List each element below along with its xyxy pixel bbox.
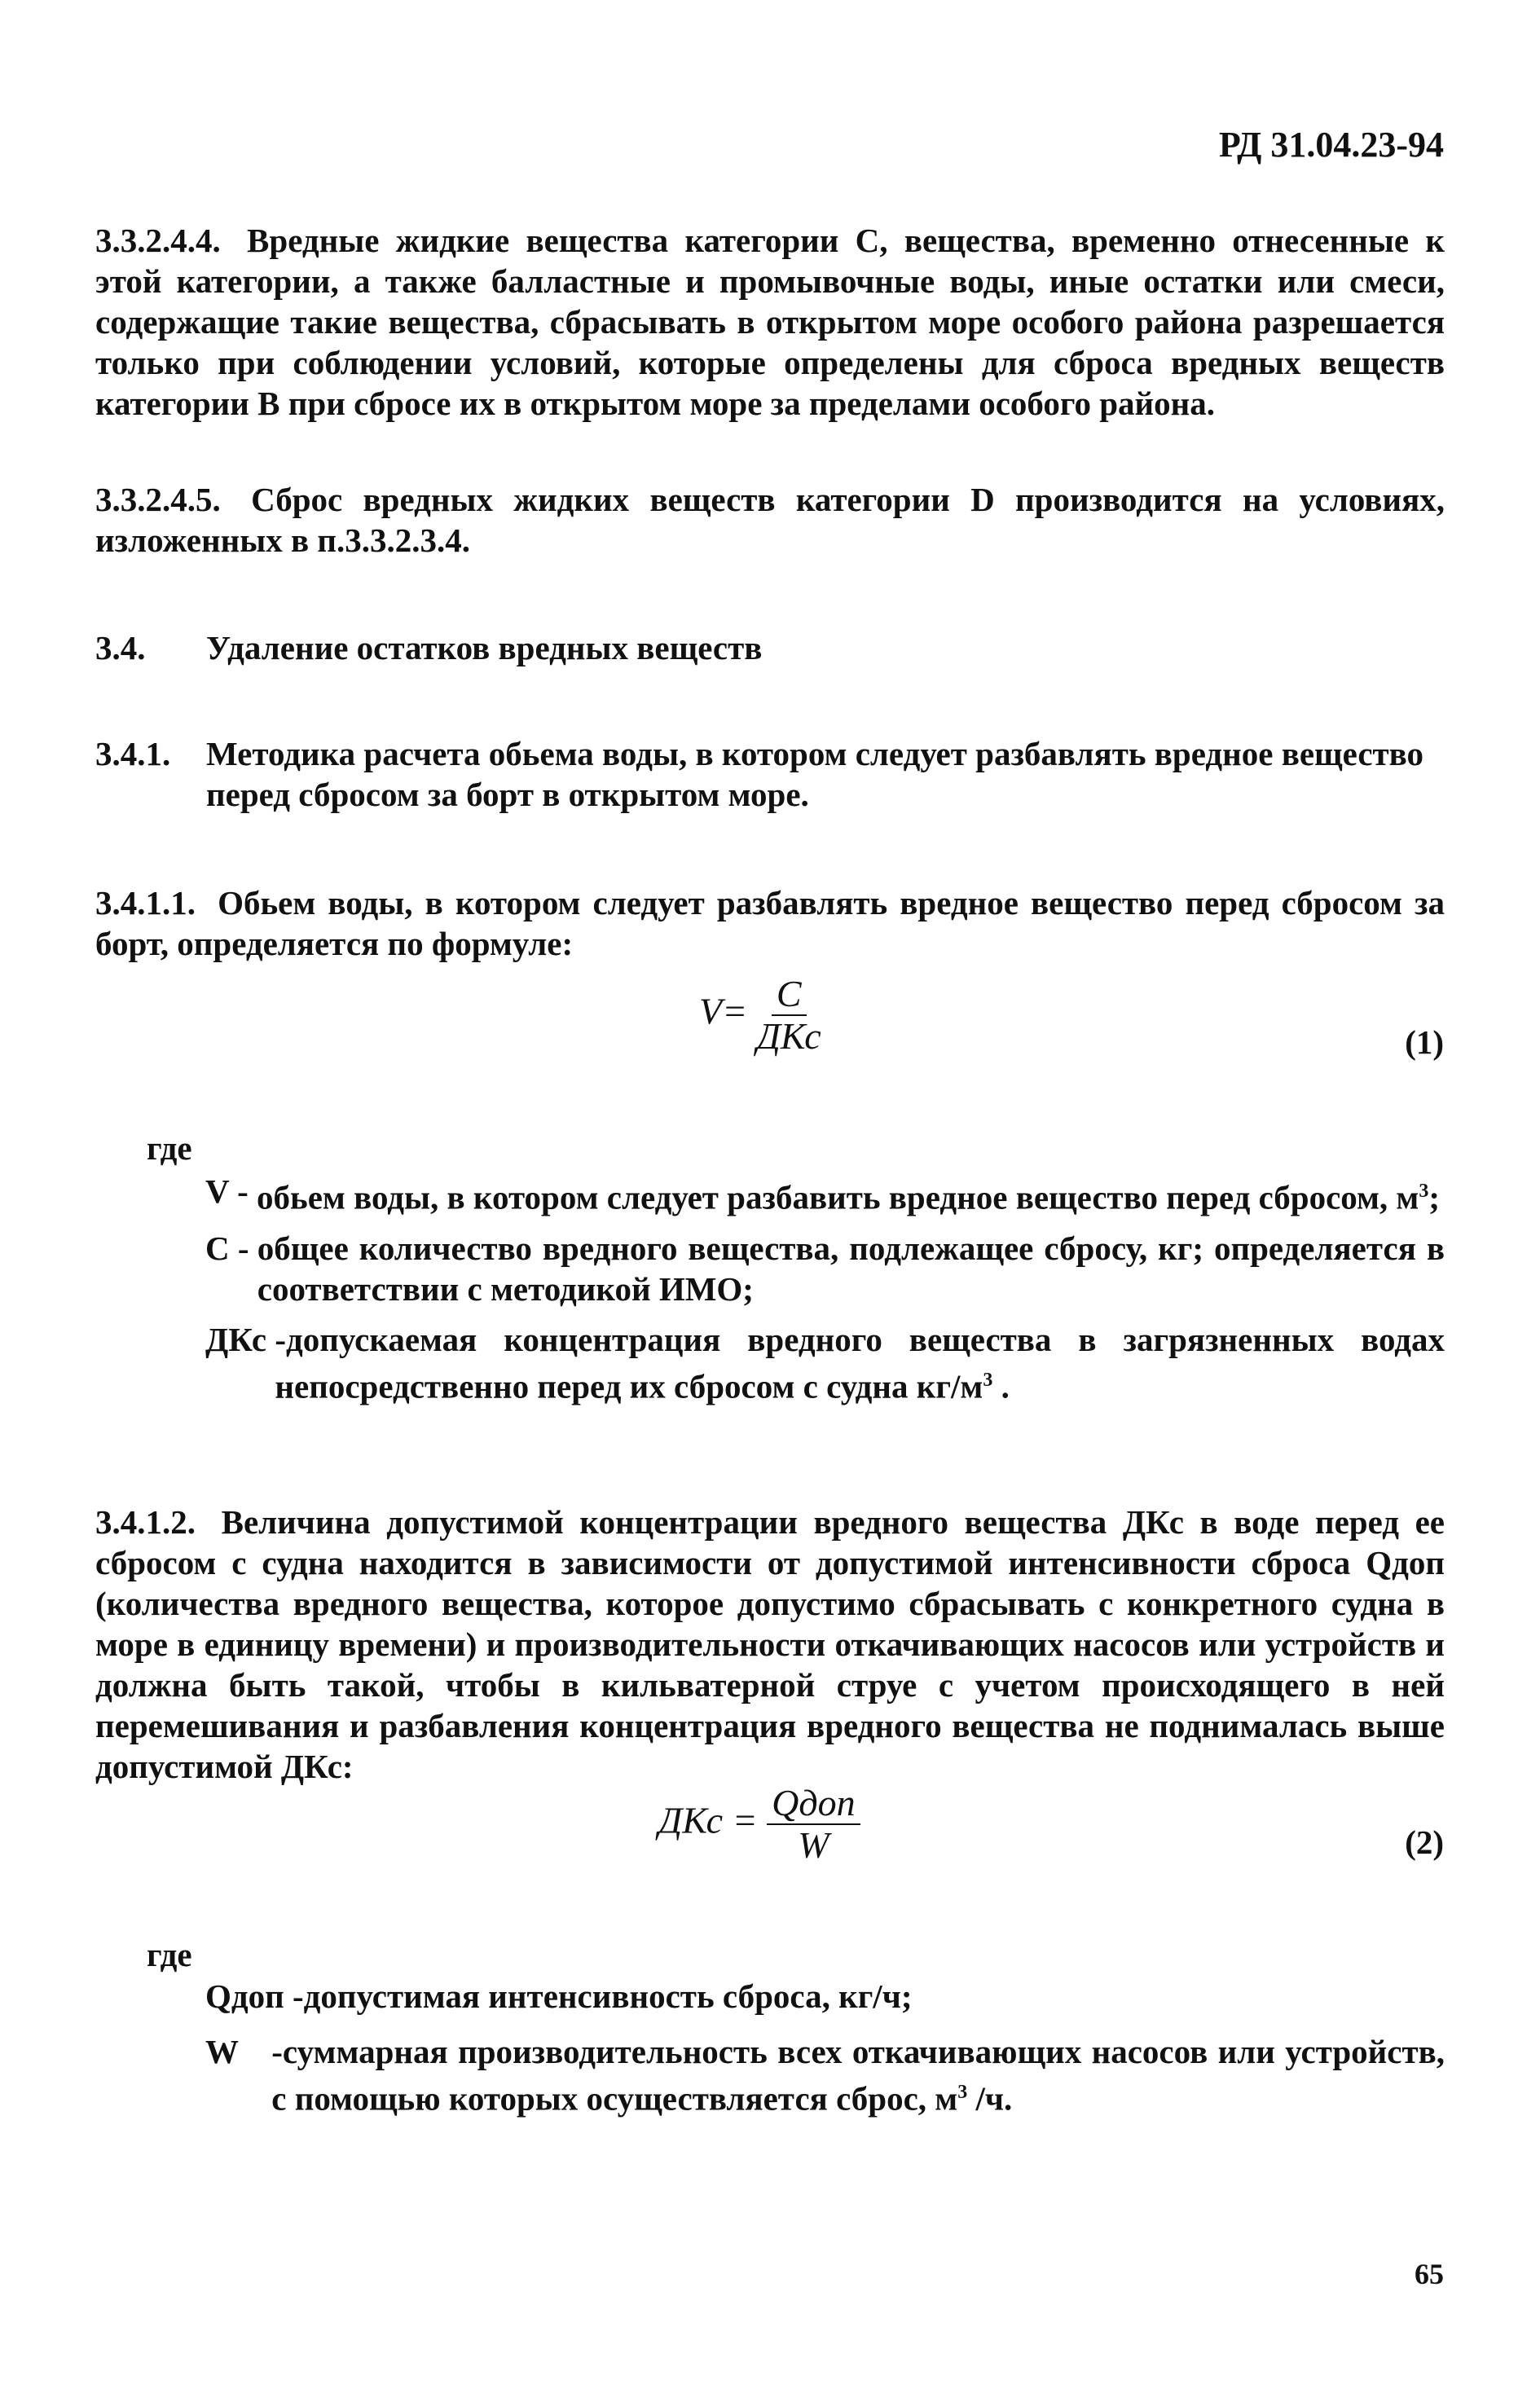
paragraph-text: Сброс вредных жидких веществ категории D производится на условиях, изложенных в п.3.3.2.3.4. [95,481,1445,559]
where-label-1: где [147,1129,192,1167]
formula-lhs: ДКс = [658,1799,758,1841]
paragraph-text: Обьем воды, в котором следует разбавлять вредное вещество перед сбросом за борт, определяется по формуле: [95,884,1445,962]
paragraph-text: Вредные жидкие вещества категории С, вещества, временно отнесенные к этой категории, а также балластные и промывочные воды, иные остатки или смеси, содержащие такие вещества, сбрасывать в открытом море особого района разрешается только при соблюдении условий, которые определены для сброса вредных веществ категории В при сбросе их в открытом море за пределами особого района. [95,222,1445,422]
formula-fraction [767,1783,860,1866]
equation-number-1: (1) [1405,1023,1444,1061]
definition-text: -суммарная производительность всех откачивающих насосов или устройств, с помощью которых осуществляется сброс, $м^3$ /ч. [271,2033,1445,2118]
formula-numerator: C [772,974,807,1016]
formula-lhs: V= [699,990,748,1032]
definition-text: обьем воды, в котором следует разбавить вредное вещество перед сбросом, $м^3$; [257,1178,1440,1216]
formula-2 [658,1783,860,1866]
equation-number-2: (2) [1405,1823,1444,1861]
page-number: 65 [1415,2258,1444,2290]
paragraph-text: Величина допустимой концентрации вредного вещества ДКс в воде перед ее сбросом с судна находится в зависимости от допустимой интенсивности сброса Qдоп (количества вредного вещества, которое допустимо сбрасывать с конкретного судна в море в единицу времени) и производительности откачивающих насосов или устройств и должна быть такой, чтобы в кильватерной струе с учетом происходящего в ней перемешивания и разбавления концентрация вредного вещества не поднималась выше допустимой ДКс: [95,1503,1445,1785]
document-code: РД 31.04.23-94 [1218,125,1444,165]
formula-denominator: W [798,1824,829,1866]
where-label-2: где [147,1936,192,1973]
definition-symbol: W [205,2033,272,2070]
definition-symbol: С - [205,1229,257,1267]
paragraph-number: 3.4.1.1. [95,884,196,921]
definitions-list-2 [205,1976,1445,2119]
section-title: Методика расчета обьема воды, в котором следует разбавлять вредное вещество перед сбросом за борт в открытом море. [206,735,1424,813]
formula-fraction [757,974,821,1057]
definition-item [205,1976,1445,2017]
definition-symbol: V - [205,1172,257,1210]
definitions-list-1 [205,1171,1445,1406]
definition-text: -допустимая интенсивность сброса, кг/ч; [293,1977,913,2015]
section-number: 3.4.1. [95,735,171,772]
section-heading-3-4-1 [95,733,1445,815]
definition-item [205,1319,1445,1407]
paragraph-number: 3.3.2.4.4. [95,222,221,259]
formula-1 [699,974,821,1057]
paragraph-3-3-2-4-5 [95,479,1445,561]
paragraph-number: 3.3.2.4.5. [95,481,221,518]
definition-symbol: ДКс [205,1320,275,1358]
paragraph-3-4-1-2 [95,1502,1445,1787]
paragraph-number: 3.4.1.2. [95,1503,196,1541]
formula-numerator: Qдоп [767,1783,860,1825]
section-title: Удаление остатков вредных веществ [206,629,763,666]
definition-item [205,1228,1445,1309]
definition-text: -допускаемая концентрация вредного вещества в загрязненных водах непосредственно перед их сбросом с судна $кг/м^3$ . [275,1320,1445,1405]
definition-symbol: Qдоп [205,1977,293,2015]
paragraph-3-3-2-4-4 [95,220,1445,424]
section-number: 3.4. [95,629,146,666]
paragraph-3-4-1-1 [95,882,1445,964]
definition-text: общее количество вредного вещества, подлежащее сбросу, кг; определяется в соответствии с методикой ИМО; [257,1229,1445,1308]
section-heading-3-4 [95,627,1445,668]
definition-item [205,1171,1445,1218]
formula-denominator: ДКс [756,1015,821,1057]
definition-item [205,2031,1445,2119]
